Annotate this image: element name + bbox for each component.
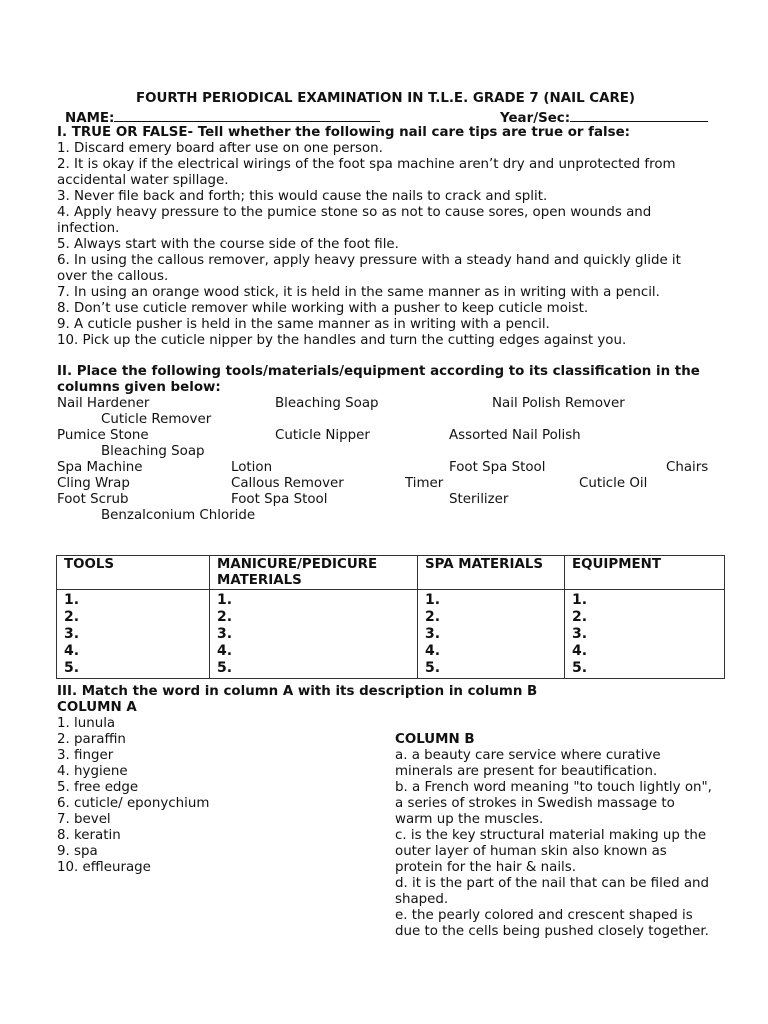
column-a-item: 5. free edge [57, 780, 139, 795]
column-b-line: a. a beauty care service where curative [395, 748, 661, 763]
part1-line: 8. Don’t use cuticle remover while working with a pusher to keep cuticle moist. [57, 301, 589, 316]
word-item: Cuticle Oil [579, 476, 648, 491]
table-header-manicure: MANICURE/PEDICURE MATERIALS [210, 556, 418, 590]
word-item: Foot Scrub [57, 492, 129, 507]
word-item: Nail Polish Remover [492, 396, 625, 411]
column-b-line: b. a French word meaning "to touch lightly on", [395, 780, 712, 795]
word-item: Cuticle Nipper [275, 428, 370, 443]
part1-line: 10. Pick up the cuticle nipper by the handles and turn the cutting edges against you. [57, 333, 627, 348]
word-item: Benzalconium Chloride [101, 508, 256, 523]
column-a-list [57, 716, 357, 876]
part1-line: infection. [57, 221, 120, 236]
column-b-label: COLUMN B [395, 732, 475, 747]
word-item: Cling Wrap [57, 476, 130, 491]
word-item: Chairs [666, 460, 709, 475]
yearsec-label: Year/Sec: [500, 111, 571, 126]
column-a-item: 8. keratin [57, 828, 121, 843]
word-item: Bleaching Soap [101, 444, 205, 459]
column-b-line: e. the pearly colored and crescent shaped is [395, 908, 693, 923]
part2-heading-line: columns given below: [57, 380, 221, 395]
column-b-line: a series of strokes in Swedish massage to [395, 796, 675, 811]
column-a-item: 4. hygiene [57, 764, 128, 779]
column-a-item: 3. finger [57, 748, 114, 763]
tools-answer-cell[interactable]: 1. 2. 3. 4. 5. [57, 590, 210, 679]
word-item: Bleaching Soap [275, 396, 379, 411]
part1-line: 4. Apply heavy pressure to the pumice stone so as not to cause sores, open wounds and [57, 205, 652, 220]
column-a-item: 2. paraffin [57, 732, 126, 747]
word-item: Lotion [231, 460, 273, 475]
table-header-equipment: EQUIPMENT [565, 556, 725, 590]
manicure-answer-cell[interactable]: 1. 2. 3. 4. 5. [210, 590, 418, 679]
word-item: Cuticle Remover [101, 412, 212, 427]
column-b-list [395, 732, 725, 940]
word-item: Assorted Nail Polish [449, 428, 581, 443]
column-b-line: warm up the muscles. [395, 812, 544, 827]
equipment-answer-cell[interactable]: 1. 2. 3. 4. 5. [565, 590, 725, 679]
spa-answer-cell[interactable]: 1. 2. 3. 4. 5. [418, 590, 565, 679]
part1-line: 3. Never file back and forth; this would cause the nails to crack and split. [57, 189, 548, 204]
part2-heading [57, 364, 707, 396]
word-item: Timer [405, 476, 444, 491]
column-a-item: 1. lunula [57, 716, 116, 731]
part2-heading-line: II. Place the following tools/materials/equipment according to its classification in the [57, 364, 700, 379]
word-item: Callous Remover [231, 476, 344, 491]
column-b-line: due to the cells being pushed closely together. [395, 924, 709, 939]
column-a-label: COLUMN A [57, 700, 137, 715]
word-item: Nail Hardener [57, 396, 150, 411]
part1-section [57, 125, 707, 349]
column-a-item: 10. effleurage [57, 860, 151, 875]
name-blank [114, 109, 380, 122]
part1-line: 9. A cuticle pusher is held in the same manner as in writing with a pencil. [57, 317, 550, 332]
word-item: Spa Machine [57, 460, 143, 475]
word-item: Pumice Stone [57, 428, 149, 443]
word-item: Foot Spa Stool [231, 492, 328, 507]
part1-line: accidental water spillage. [57, 173, 229, 188]
yearsec-blank [570, 109, 708, 122]
table-header-tools: TOOLS [57, 556, 210, 590]
column-b-line: d. it is the part of the nail that can be filed and [395, 876, 710, 891]
column-a-item: 9. spa [57, 844, 98, 859]
word-item: Foot Spa Stool [449, 460, 546, 475]
exam-title: FOURTH PERIODICAL EXAMINATION IN T.L.E. GRADE 7 (NAIL CARE) [136, 91, 636, 106]
column-b-line: minerals are present for beautification. [395, 764, 658, 779]
column-b-line: outer layer of human skin also known as [395, 844, 667, 859]
word-item: Sterilizer [449, 492, 509, 507]
column-b-line: shaped. [395, 892, 449, 907]
part1-line: 2. It is okay if the electrical wirings of the foot spa machine aren’t dry and unprotected from [57, 157, 676, 172]
table-row [57, 590, 725, 679]
column-a-item: 7. bevel [57, 812, 111, 827]
table-header-spa: SPA MATERIALS [418, 556, 565, 590]
part1-line: 7. In using an orange wood stick, it is held in the same manner as in writing with a pencil. [57, 285, 660, 300]
column-b-line: c. is the key structural material making up the [395, 828, 707, 843]
part3-heading: III. Match the word in column A with its description in column B [57, 684, 538, 699]
part1-heading: I. TRUE OR FALSE- Tell whether the following nail care tips are true or false: [57, 125, 631, 140]
classification-table [56, 555, 725, 679]
column-a-item: 6. cuticle/ eponychium [57, 796, 210, 811]
part1-line: over the callous. [57, 269, 169, 284]
table-header-row [57, 556, 725, 590]
name-label: NAME: [65, 111, 115, 126]
part1-line: 1. Discard emery board after use on one person. [57, 141, 383, 156]
column-b-line: protein for the hair & nails. [395, 860, 576, 875]
part1-line: 5. Always start with the course side of the foot file. [57, 237, 399, 252]
part1-line: 6. In using the callous remover, apply heavy pressure with a steady hand and quickly glide it [57, 253, 681, 268]
